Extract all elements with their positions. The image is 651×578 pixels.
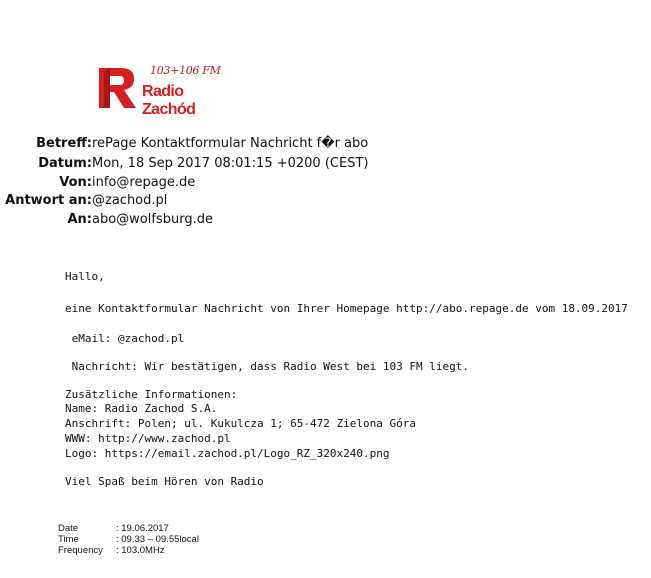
intro-line: eine Kontaktformular Nachricht von Ihrer Homepage http://abo.repage.de vom 18.09.2017	[65, 302, 628, 315]
closing-line: Viel Spaß beim Hören von Radio	[65, 475, 264, 488]
reply-label: Antwort an:	[5, 193, 92, 208]
meta-time-label: Time	[58, 534, 79, 545]
subject-value: rePage Kontaktformular Nachricht f�r abo	[92, 136, 369, 151]
to-value: abo@wolfsburg.de	[92, 212, 213, 227]
message-line: Nachricht: Wir bestätigen, dass Radio West bei 103 FM liegt.	[65, 360, 469, 373]
date-label: Datum:	[38, 156, 92, 171]
address-line: Anschrift: Polen; ul. Kukulcza 1; 65-472 Zielona Góra	[65, 417, 416, 430]
www-line: WWW: http://www.zachod.pl	[65, 432, 231, 445]
email-body	[65, 270, 628, 488]
subject-label: Betreff:	[36, 136, 92, 151]
to-label: An:	[67, 212, 92, 227]
from-row	[0, 175, 195, 191]
meta-freq-value: : 103.0MHz	[116, 545, 165, 556]
radio-logo	[96, 64, 236, 118]
name-line: Name: Radio Zachod S.A.	[65, 402, 218, 415]
meta-freq-label: Frequency	[58, 545, 103, 556]
meta-date-label: Date	[58, 523, 79, 534]
meta-date-value: : 19.06.2017	[116, 523, 169, 534]
date-row	[0, 156, 368, 172]
from-label: Von:	[59, 175, 92, 190]
meta-time-value: : 09.33 – 09.55local	[116, 534, 199, 545]
info-heading: Zusätzliche Informationen:	[65, 388, 238, 401]
reply-value: @zachod.pl	[92, 193, 168, 208]
logo-brand: Radio Zachód	[142, 83, 196, 118]
reply-row	[0, 193, 167, 209]
subject-row	[0, 136, 368, 152]
date-value: Mon, 18 Sep 2017 08:01:15 +0200 (CEST)	[92, 156, 369, 171]
logo-frequency: 103+106 FM	[150, 64, 221, 77]
from-value: info@repage.de	[92, 175, 196, 190]
to-row	[0, 212, 213, 228]
r-letter-logo-icon	[96, 64, 142, 112]
greeting: Hallo,	[65, 270, 105, 283]
logo-line: Logo: https://email.zachod.pl/Logo_RZ_320x240.png	[65, 447, 390, 460]
email-line: eMail: @zachod.pl	[65, 332, 185, 345]
